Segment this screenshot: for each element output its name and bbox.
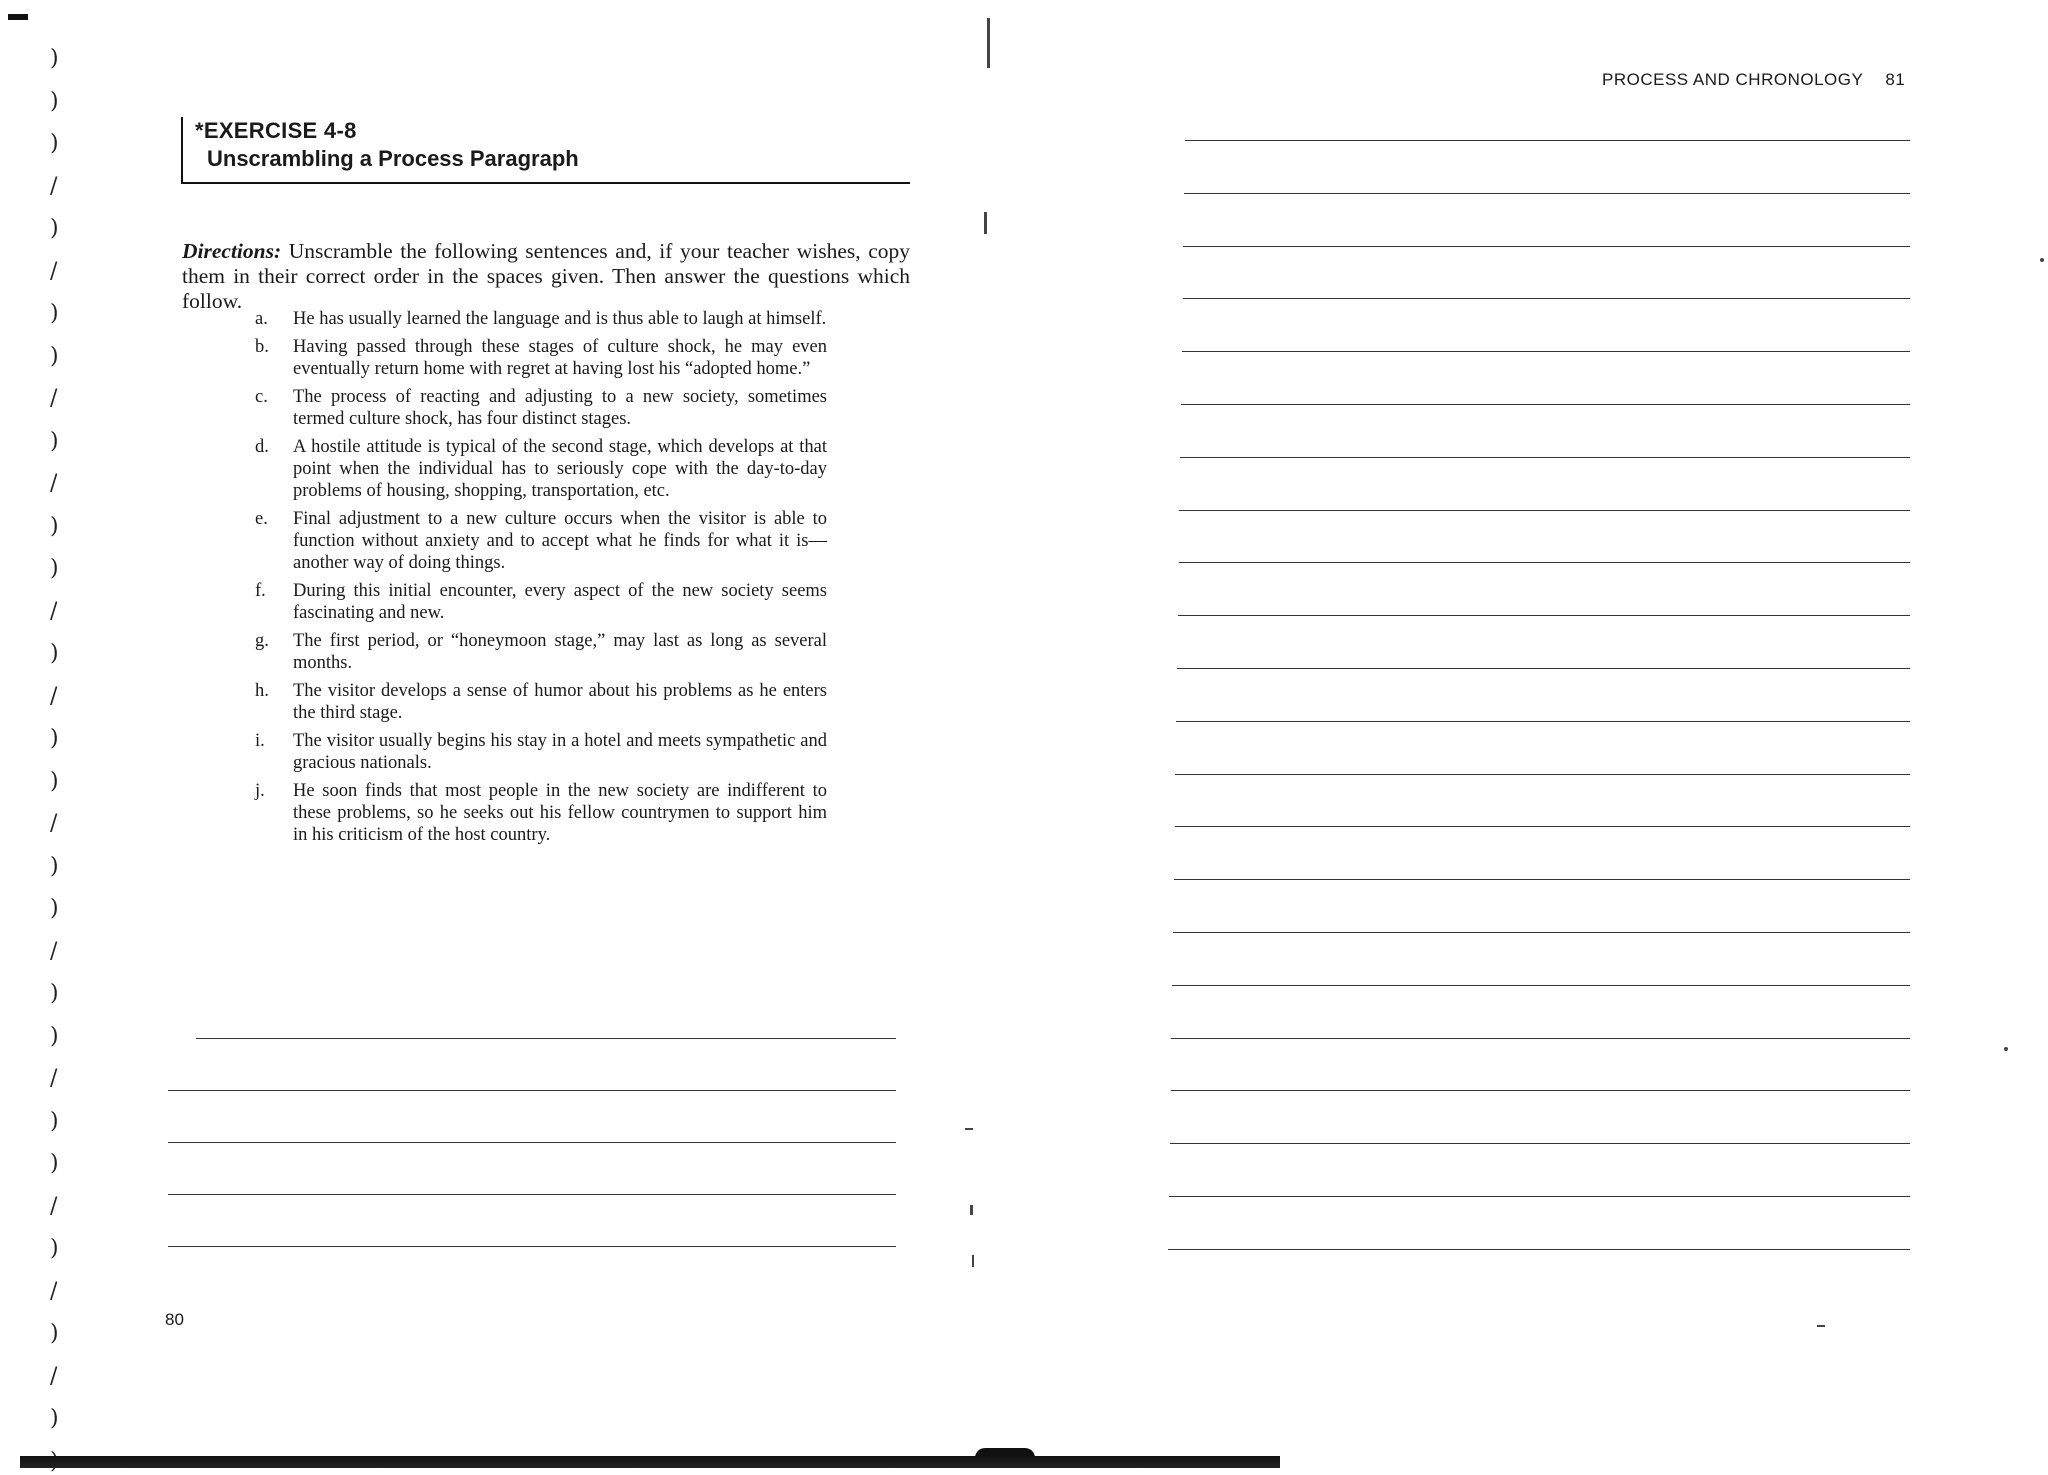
gutter-speck — [1817, 1325, 1825, 1327]
answer-line[interactable] — [168, 1142, 896, 1143]
sentence-text: During this initial encounter, every aspect of the new society seems fascinating and new. — [293, 581, 827, 623]
binding-mark: / — [50, 938, 58, 964]
answer-line[interactable] — [1168, 1249, 1910, 1250]
binding-mark: ) — [50, 301, 59, 326]
sentence-letter: a. — [255, 309, 268, 329]
binding-mark: / — [50, 386, 58, 411]
running-head — [1602, 70, 1905, 90]
gutter-speck — [2004, 1047, 2008, 1051]
running-head-title: PROCESS AND CHRONOLOGY — [1602, 70, 1864, 89]
sentence-letter: j. — [255, 781, 265, 801]
gutter-speck — [965, 1128, 973, 1130]
sentence-text: The process of reacting and adjusting to a new society, sometimes termed culture shock, has four distinct stages. — [293, 387, 827, 429]
answer-line[interactable] — [1171, 1038, 1910, 1039]
answer-line[interactable] — [1170, 1143, 1910, 1144]
sentence-text: He soon finds that most people in the new society are indifferent to these problems, so he seeks out his fellow countrymen to support him in his criticism of the host country. — [293, 781, 827, 845]
binding-mark: / — [50, 173, 58, 199]
scan-mark — [8, 14, 28, 20]
binding-mark: / — [50, 1066, 58, 1091]
sentence-item — [255, 780, 827, 846]
sentence-item — [255, 730, 827, 774]
answer-line[interactable] — [1184, 193, 1910, 194]
binding-mark: ) — [50, 853, 59, 879]
answer-line[interactable] — [1175, 774, 1910, 775]
binding-mark: ) — [50, 428, 59, 454]
binding-mark: / — [50, 1363, 58, 1389]
answer-line[interactable] — [196, 1038, 896, 1039]
binding-mark: / — [50, 598, 58, 624]
binding-mark: ) — [50, 981, 59, 1006]
sentence-item — [255, 336, 827, 380]
gutter-speck — [972, 1255, 974, 1267]
sentence-letter: i. — [255, 731, 265, 751]
sentence-text: The first period, or “honeymoon stage,” may last as long as several months. — [293, 631, 827, 673]
binding-mark: ) — [50, 131, 59, 156]
directions-text: Unscramble the following sentences and, if your teacher wishes, copy them in their correct order in the spaces given. Then answer the questions which follow. — [182, 238, 910, 313]
answer-line[interactable] — [1182, 351, 1910, 352]
directions-lead: Directions: — [182, 238, 282, 263]
sentence-letter: e. — [255, 509, 268, 529]
gutter-speck — [2040, 258, 2044, 262]
binding-mark: / — [50, 1193, 58, 1219]
sentence-item — [255, 580, 827, 624]
sentence-item — [255, 508, 827, 574]
binding-mark: ) — [50, 1236, 59, 1261]
sentence-text: He has usually learned the language and is thus able to laugh at himself. — [293, 309, 827, 329]
answer-line[interactable] — [1179, 510, 1910, 511]
scrambled-sentence-list — [255, 308, 827, 852]
binding-mark: / — [50, 811, 58, 836]
answer-line[interactable] — [1185, 140, 1910, 141]
binding-mark: / — [50, 1278, 58, 1304]
binding-mark: ) — [50, 1406, 59, 1431]
gutter-speck — [987, 18, 990, 68]
sentence-item — [255, 386, 827, 430]
sentence-text: Final adjustment to a new culture occurs when the visitor is able to function without anxiety and to accept what he finds for what it is—another way of doing things. — [293, 509, 827, 573]
binding-mark: ) — [50, 1023, 59, 1049]
binding-mark: ) — [50, 641, 59, 666]
binding-mark: ) — [50, 556, 59, 581]
binding-mark: ) — [50, 1108, 59, 1134]
sentence-letter: d. — [255, 437, 269, 457]
binding-mark: ) — [50, 1151, 59, 1176]
sentence-text: A hostile attitude is typical of the second stage, which develops at that point when the individual has to seriously cope with the day-to-day problems of housing, shopping, transportation, etc. — [293, 437, 827, 501]
answer-line[interactable] — [1176, 721, 1910, 722]
gutter-speck — [984, 212, 987, 234]
gutter-speck — [970, 1205, 973, 1215]
answer-line[interactable] — [1173, 932, 1910, 933]
sentence-item — [255, 436, 827, 502]
directions-paragraph — [182, 239, 910, 314]
answer-line[interactable] — [1181, 404, 1910, 405]
binding-mark: / — [50, 683, 58, 709]
answer-line[interactable] — [1178, 615, 1910, 616]
answer-line[interactable] — [168, 1090, 896, 1091]
answer-line[interactable] — [1174, 879, 1910, 880]
sentence-letter: b. — [255, 337, 269, 357]
sentence-item — [255, 630, 827, 674]
binding-mark: ) — [50, 768, 59, 794]
binding-mark: / — [50, 471, 58, 496]
answer-line[interactable] — [1177, 668, 1910, 669]
answer-line[interactable] — [1169, 1196, 1910, 1197]
answer-line[interactable] — [1175, 826, 1910, 827]
answer-line[interactable] — [1179, 562, 1910, 563]
sentence-letter: g. — [255, 631, 269, 651]
sentence-item — [255, 680, 827, 724]
answer-line[interactable] — [1171, 1090, 1910, 1091]
sentence-item — [255, 308, 827, 330]
binding-mark: ) — [50, 343, 59, 369]
binding-mark: ) — [50, 513, 59, 539]
binding-mark: ) — [50, 896, 59, 921]
scan-edge — [20, 1456, 1280, 1468]
sentence-letter: c. — [255, 387, 268, 407]
binding-mark: / — [50, 258, 58, 284]
sentence-text: The visitor develops a sense of humor about his problems as he enters the third stage. — [293, 681, 827, 723]
answer-line[interactable] — [1183, 246, 1910, 247]
sentence-text: Having passed through these stages of culture shock, he may even eventually return home with regret at having lost his “adopted home.” — [293, 337, 827, 379]
exercise-title: Unscrambling a Process Paragraph — [207, 146, 579, 171]
answer-line[interactable] — [1172, 985, 1910, 986]
binding-mark: ) — [50, 88, 59, 114]
page-number: 80 — [165, 1310, 184, 1329]
exercise-label: *EXERCISE 4-8 — [195, 118, 357, 143]
sentence-text: The visitor usually begins his stay in a hotel and meets sympathetic and gracious nationals. — [293, 731, 827, 773]
binding-mark: ) — [50, 216, 59, 241]
sentence-letter: f. — [255, 581, 266, 601]
answer-line[interactable] — [1180, 457, 1910, 458]
sentence-letter: h. — [255, 681, 269, 701]
page-number: 81 — [1885, 70, 1906, 89]
answer-line[interactable] — [168, 1194, 896, 1195]
answer-line[interactable] — [1183, 298, 1910, 299]
binding-mark: ) — [50, 726, 59, 751]
binding-mark: ) — [50, 46, 59, 71]
binding-mark: ) — [50, 1321, 59, 1346]
answer-line[interactable] — [168, 1246, 896, 1247]
